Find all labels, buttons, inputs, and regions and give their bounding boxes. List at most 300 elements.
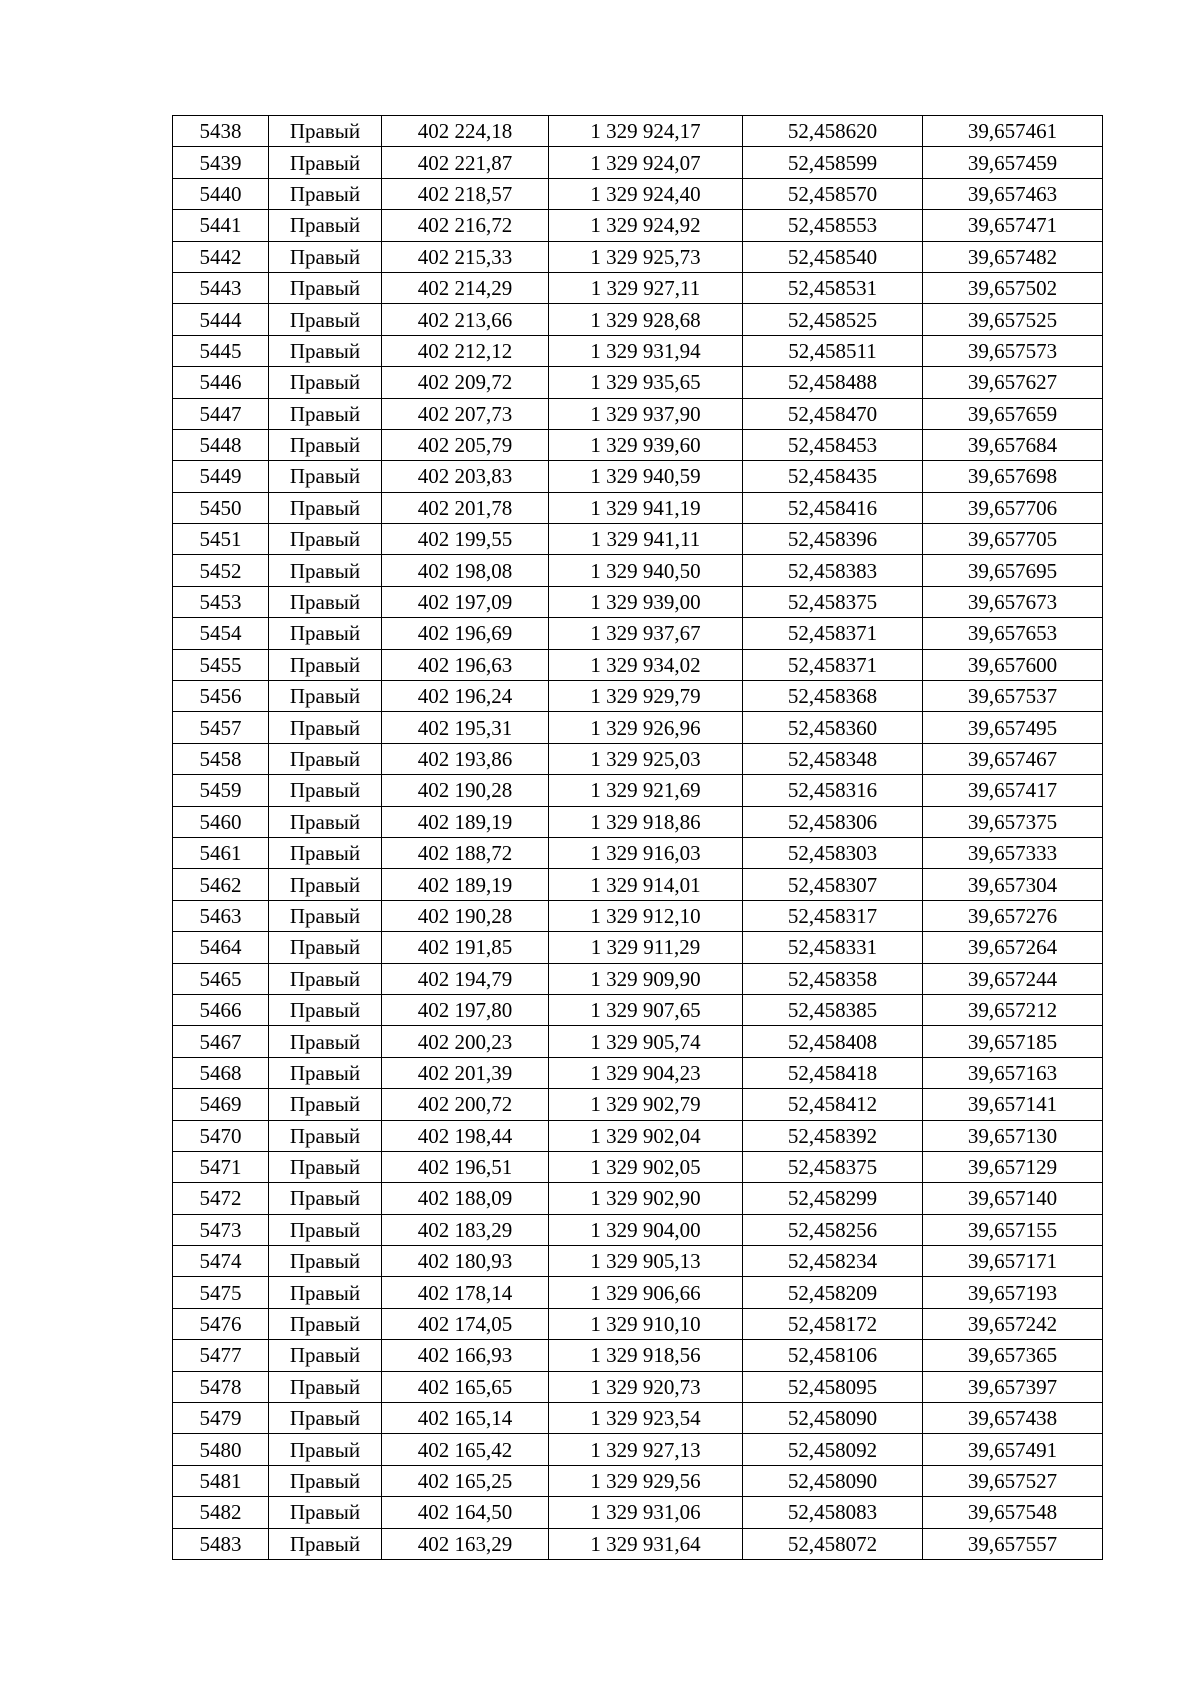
table-row xyxy=(173,869,1103,900)
side-cell: Правый xyxy=(269,335,382,366)
latitude-cell: 52,458299 xyxy=(743,1183,923,1214)
table-row xyxy=(173,1308,1103,1339)
y-coordinate-cell: 1 329 931,06 xyxy=(549,1497,743,1528)
point-number-cell: 5454 xyxy=(173,618,269,649)
y-coordinate-cell: 1 329 924,92 xyxy=(549,210,743,241)
side-cell: Правый xyxy=(269,869,382,900)
y-coordinate-cell: 1 329 909,90 xyxy=(549,963,743,994)
x-coordinate-cell: 402 174,05 xyxy=(382,1308,549,1339)
y-coordinate-cell: 1 329 902,05 xyxy=(549,1151,743,1182)
point-number-cell: 5440 xyxy=(173,178,269,209)
latitude-cell: 52,458256 xyxy=(743,1214,923,1245)
table-row xyxy=(173,1371,1103,1402)
point-number-cell: 5446 xyxy=(173,367,269,398)
point-number-cell: 5474 xyxy=(173,1246,269,1277)
latitude-cell: 52,458209 xyxy=(743,1277,923,1308)
longitude-cell: 39,657185 xyxy=(923,1026,1103,1057)
side-cell: Правый xyxy=(269,210,382,241)
x-coordinate-cell: 402 215,33 xyxy=(382,241,549,272)
x-coordinate-cell: 402 196,69 xyxy=(382,618,549,649)
table-row xyxy=(173,461,1103,492)
x-coordinate-cell: 402 165,65 xyxy=(382,1371,549,1402)
point-number-cell: 5466 xyxy=(173,994,269,1025)
side-cell: Правый xyxy=(269,1183,382,1214)
latitude-cell: 52,458418 xyxy=(743,1057,923,1088)
side-cell: Правый xyxy=(269,1403,382,1434)
side-cell: Правый xyxy=(269,461,382,492)
table-row xyxy=(173,1089,1103,1120)
side-cell: Правый xyxy=(269,712,382,743)
side-cell: Правый xyxy=(269,555,382,586)
side-cell: Правый xyxy=(269,304,382,335)
side-cell: Правый xyxy=(269,1465,382,1496)
side-cell: Правый xyxy=(269,429,382,460)
latitude-cell: 52,458172 xyxy=(743,1308,923,1339)
coordinates-table xyxy=(172,115,1103,1560)
point-number-cell: 5438 xyxy=(173,116,269,147)
latitude-cell: 52,458348 xyxy=(743,743,923,774)
side-cell: Правый xyxy=(269,932,382,963)
y-coordinate-cell: 1 329 914,01 xyxy=(549,869,743,900)
x-coordinate-cell: 402 221,87 xyxy=(382,147,549,178)
latitude-cell: 52,458358 xyxy=(743,963,923,994)
x-coordinate-cell: 402 197,09 xyxy=(382,586,549,617)
longitude-cell: 39,657459 xyxy=(923,147,1103,178)
side-cell: Правый xyxy=(269,178,382,209)
x-coordinate-cell: 402 198,08 xyxy=(382,555,549,586)
table-row xyxy=(173,555,1103,586)
latitude-cell: 52,458531 xyxy=(743,272,923,303)
latitude-cell: 52,458317 xyxy=(743,900,923,931)
table-row xyxy=(173,1151,1103,1182)
y-coordinate-cell: 1 329 910,10 xyxy=(549,1308,743,1339)
y-coordinate-cell: 1 329 926,96 xyxy=(549,712,743,743)
x-coordinate-cell: 402 209,72 xyxy=(382,367,549,398)
longitude-cell: 39,657130 xyxy=(923,1120,1103,1151)
point-number-cell: 5441 xyxy=(173,210,269,241)
point-number-cell: 5447 xyxy=(173,398,269,429)
y-coordinate-cell: 1 329 940,59 xyxy=(549,461,743,492)
side-cell: Правый xyxy=(269,116,382,147)
y-coordinate-cell: 1 329 928,68 xyxy=(549,304,743,335)
table-row xyxy=(173,398,1103,429)
side-cell: Правый xyxy=(269,618,382,649)
x-coordinate-cell: 402 188,09 xyxy=(382,1183,549,1214)
longitude-cell: 39,657212 xyxy=(923,994,1103,1025)
side-cell: Правый xyxy=(269,994,382,1025)
side-cell: Правый xyxy=(269,1089,382,1120)
point-number-cell: 5476 xyxy=(173,1308,269,1339)
side-cell: Правый xyxy=(269,1340,382,1371)
y-coordinate-cell: 1 329 931,64 xyxy=(549,1528,743,1559)
longitude-cell: 39,657417 xyxy=(923,775,1103,806)
x-coordinate-cell: 402 165,25 xyxy=(382,1465,549,1496)
y-coordinate-cell: 1 329 904,23 xyxy=(549,1057,743,1088)
y-coordinate-cell: 1 329 905,13 xyxy=(549,1246,743,1277)
longitude-cell: 39,657193 xyxy=(923,1277,1103,1308)
longitude-cell: 39,657653 xyxy=(923,618,1103,649)
x-coordinate-cell: 402 188,72 xyxy=(382,837,549,868)
longitude-cell: 39,657491 xyxy=(923,1434,1103,1465)
x-coordinate-cell: 402 216,72 xyxy=(382,210,549,241)
table-row xyxy=(173,1277,1103,1308)
y-coordinate-cell: 1 329 916,03 xyxy=(549,837,743,868)
latitude-cell: 52,458360 xyxy=(743,712,923,743)
point-number-cell: 5483 xyxy=(173,1528,269,1559)
x-coordinate-cell: 402 164,50 xyxy=(382,1497,549,1528)
longitude-cell: 39,657502 xyxy=(923,272,1103,303)
point-number-cell: 5439 xyxy=(173,147,269,178)
x-coordinate-cell: 402 183,29 xyxy=(382,1214,549,1245)
point-number-cell: 5456 xyxy=(173,681,269,712)
side-cell: Правый xyxy=(269,241,382,272)
longitude-cell: 39,657600 xyxy=(923,649,1103,680)
x-coordinate-cell: 402 191,85 xyxy=(382,932,549,963)
longitude-cell: 39,657627 xyxy=(923,367,1103,398)
latitude-cell: 52,458307 xyxy=(743,869,923,900)
longitude-cell: 39,657471 xyxy=(923,210,1103,241)
table-row xyxy=(173,963,1103,994)
y-coordinate-cell: 1 329 918,86 xyxy=(549,806,743,837)
latitude-cell: 52,458083 xyxy=(743,1497,923,1528)
latitude-cell: 52,458412 xyxy=(743,1089,923,1120)
side-cell: Правый xyxy=(269,681,382,712)
longitude-cell: 39,657140 xyxy=(923,1183,1103,1214)
side-cell: Правый xyxy=(269,837,382,868)
table-row xyxy=(173,524,1103,555)
y-coordinate-cell: 1 329 927,13 xyxy=(549,1434,743,1465)
x-coordinate-cell: 402 197,80 xyxy=(382,994,549,1025)
latitude-cell: 52,458306 xyxy=(743,806,923,837)
y-coordinate-cell: 1 329 911,29 xyxy=(549,932,743,963)
y-coordinate-cell: 1 329 929,79 xyxy=(549,681,743,712)
latitude-cell: 52,458383 xyxy=(743,555,923,586)
x-coordinate-cell: 402 190,28 xyxy=(382,900,549,931)
point-number-cell: 5472 xyxy=(173,1183,269,1214)
x-coordinate-cell: 402 196,51 xyxy=(382,1151,549,1182)
latitude-cell: 52,458234 xyxy=(743,1246,923,1277)
latitude-cell: 52,458416 xyxy=(743,492,923,523)
side-cell: Правый xyxy=(269,147,382,178)
x-coordinate-cell: 402 218,57 xyxy=(382,178,549,209)
longitude-cell: 39,657244 xyxy=(923,963,1103,994)
longitude-cell: 39,657333 xyxy=(923,837,1103,868)
point-number-cell: 5450 xyxy=(173,492,269,523)
longitude-cell: 39,657705 xyxy=(923,524,1103,555)
x-coordinate-cell: 402 166,93 xyxy=(382,1340,549,1371)
table-row xyxy=(173,147,1103,178)
x-coordinate-cell: 402 163,29 xyxy=(382,1528,549,1559)
y-coordinate-cell: 1 329 904,00 xyxy=(549,1214,743,1245)
x-coordinate-cell: 402 207,73 xyxy=(382,398,549,429)
y-coordinate-cell: 1 329 924,40 xyxy=(549,178,743,209)
table-row xyxy=(173,837,1103,868)
point-number-cell: 5477 xyxy=(173,1340,269,1371)
side-cell: Правый xyxy=(269,586,382,617)
table-row xyxy=(173,618,1103,649)
latitude-cell: 52,458620 xyxy=(743,116,923,147)
point-number-cell: 5451 xyxy=(173,524,269,555)
y-coordinate-cell: 1 329 921,69 xyxy=(549,775,743,806)
side-cell: Правый xyxy=(269,398,382,429)
point-number-cell: 5458 xyxy=(173,743,269,774)
longitude-cell: 39,657482 xyxy=(923,241,1103,272)
side-cell: Правый xyxy=(269,1308,382,1339)
point-number-cell: 5460 xyxy=(173,806,269,837)
side-cell: Правый xyxy=(269,1497,382,1528)
x-coordinate-cell: 402 180,93 xyxy=(382,1246,549,1277)
side-cell: Правый xyxy=(269,649,382,680)
point-number-cell: 5455 xyxy=(173,649,269,680)
table-row xyxy=(173,1120,1103,1151)
table-row xyxy=(173,586,1103,617)
longitude-cell: 39,657684 xyxy=(923,429,1103,460)
point-number-cell: 5469 xyxy=(173,1089,269,1120)
x-coordinate-cell: 402 178,14 xyxy=(382,1277,549,1308)
latitude-cell: 52,458106 xyxy=(743,1340,923,1371)
point-number-cell: 5457 xyxy=(173,712,269,743)
side-cell: Правый xyxy=(269,743,382,774)
point-number-cell: 5442 xyxy=(173,241,269,272)
x-coordinate-cell: 402 199,55 xyxy=(382,524,549,555)
point-number-cell: 5465 xyxy=(173,963,269,994)
latitude-cell: 52,458092 xyxy=(743,1434,923,1465)
table-row xyxy=(173,304,1103,335)
latitude-cell: 52,458540 xyxy=(743,241,923,272)
latitude-cell: 52,458090 xyxy=(743,1403,923,1434)
longitude-cell: 39,657155 xyxy=(923,1214,1103,1245)
latitude-cell: 52,458599 xyxy=(743,147,923,178)
table-row xyxy=(173,743,1103,774)
table-row xyxy=(173,1340,1103,1371)
longitude-cell: 39,657467 xyxy=(923,743,1103,774)
point-number-cell: 5444 xyxy=(173,304,269,335)
point-number-cell: 5461 xyxy=(173,837,269,868)
latitude-cell: 52,458570 xyxy=(743,178,923,209)
point-number-cell: 5464 xyxy=(173,932,269,963)
table-row xyxy=(173,1057,1103,1088)
latitude-cell: 52,458303 xyxy=(743,837,923,868)
x-coordinate-cell: 402 201,78 xyxy=(382,492,549,523)
x-coordinate-cell: 402 165,42 xyxy=(382,1434,549,1465)
coordinates-table-body xyxy=(173,116,1103,1560)
table-row xyxy=(173,272,1103,303)
longitude-cell: 39,657438 xyxy=(923,1403,1103,1434)
x-coordinate-cell: 402 198,44 xyxy=(382,1120,549,1151)
y-coordinate-cell: 1 329 912,10 xyxy=(549,900,743,931)
y-coordinate-cell: 1 329 927,11 xyxy=(549,272,743,303)
y-coordinate-cell: 1 329 924,07 xyxy=(549,147,743,178)
longitude-cell: 39,657242 xyxy=(923,1308,1103,1339)
x-coordinate-cell: 402 189,19 xyxy=(382,806,549,837)
longitude-cell: 39,657527 xyxy=(923,1465,1103,1496)
point-number-cell: 5445 xyxy=(173,335,269,366)
latitude-cell: 52,458435 xyxy=(743,461,923,492)
side-cell: Правый xyxy=(269,1214,382,1245)
side-cell: Правый xyxy=(269,1528,382,1559)
table-row xyxy=(173,1528,1103,1559)
table-row xyxy=(173,1465,1103,1496)
longitude-cell: 39,657698 xyxy=(923,461,1103,492)
side-cell: Правый xyxy=(269,806,382,837)
side-cell: Правый xyxy=(269,1277,382,1308)
y-coordinate-cell: 1 329 935,65 xyxy=(549,367,743,398)
y-coordinate-cell: 1 329 941,11 xyxy=(549,524,743,555)
point-number-cell: 5449 xyxy=(173,461,269,492)
point-number-cell: 5463 xyxy=(173,900,269,931)
side-cell: Правый xyxy=(269,775,382,806)
longitude-cell: 39,657163 xyxy=(923,1057,1103,1088)
point-number-cell: 5473 xyxy=(173,1214,269,1245)
side-cell: Правый xyxy=(269,963,382,994)
latitude-cell: 52,458408 xyxy=(743,1026,923,1057)
x-coordinate-cell: 402 201,39 xyxy=(382,1057,549,1088)
latitude-cell: 52,458331 xyxy=(743,932,923,963)
x-coordinate-cell: 402 200,72 xyxy=(382,1089,549,1120)
latitude-cell: 52,458396 xyxy=(743,524,923,555)
longitude-cell: 39,657141 xyxy=(923,1089,1103,1120)
longitude-cell: 39,657375 xyxy=(923,806,1103,837)
point-number-cell: 5478 xyxy=(173,1371,269,1402)
table-row xyxy=(173,429,1103,460)
longitude-cell: 39,657365 xyxy=(923,1340,1103,1371)
point-number-cell: 5467 xyxy=(173,1026,269,1057)
table-row xyxy=(173,775,1103,806)
table-row xyxy=(173,681,1103,712)
point-number-cell: 5480 xyxy=(173,1434,269,1465)
longitude-cell: 39,657548 xyxy=(923,1497,1103,1528)
point-number-cell: 5459 xyxy=(173,775,269,806)
y-coordinate-cell: 1 329 918,56 xyxy=(549,1340,743,1371)
latitude-cell: 52,458385 xyxy=(743,994,923,1025)
side-cell: Правый xyxy=(269,1057,382,1088)
table-row xyxy=(173,1497,1103,1528)
latitude-cell: 52,458371 xyxy=(743,618,923,649)
longitude-cell: 39,657673 xyxy=(923,586,1103,617)
x-coordinate-cell: 402 203,83 xyxy=(382,461,549,492)
point-number-cell: 5482 xyxy=(173,1497,269,1528)
x-coordinate-cell: 402 200,23 xyxy=(382,1026,549,1057)
table-row xyxy=(173,178,1103,209)
longitude-cell: 39,657706 xyxy=(923,492,1103,523)
table-row xyxy=(173,900,1103,931)
x-coordinate-cell: 402 165,14 xyxy=(382,1403,549,1434)
y-coordinate-cell: 1 329 925,03 xyxy=(549,743,743,774)
side-cell: Правый xyxy=(269,367,382,398)
table-row xyxy=(173,241,1103,272)
table-row xyxy=(173,649,1103,680)
y-coordinate-cell: 1 329 939,00 xyxy=(549,586,743,617)
latitude-cell: 52,458375 xyxy=(743,586,923,617)
longitude-cell: 39,657129 xyxy=(923,1151,1103,1182)
y-coordinate-cell: 1 329 902,04 xyxy=(549,1120,743,1151)
table-row xyxy=(173,335,1103,366)
latitude-cell: 52,458316 xyxy=(743,775,923,806)
table-row xyxy=(173,1214,1103,1245)
side-cell: Правый xyxy=(269,272,382,303)
x-coordinate-cell: 402 190,28 xyxy=(382,775,549,806)
y-coordinate-cell: 1 329 939,60 xyxy=(549,429,743,460)
y-coordinate-cell: 1 329 929,56 xyxy=(549,1465,743,1496)
x-coordinate-cell: 402 212,12 xyxy=(382,335,549,366)
y-coordinate-cell: 1 329 920,73 xyxy=(549,1371,743,1402)
longitude-cell: 39,657525 xyxy=(923,304,1103,335)
y-coordinate-cell: 1 329 906,66 xyxy=(549,1277,743,1308)
x-coordinate-cell: 402 196,63 xyxy=(382,649,549,680)
table-row xyxy=(173,1026,1103,1057)
longitude-cell: 39,657264 xyxy=(923,932,1103,963)
x-coordinate-cell: 402 214,29 xyxy=(382,272,549,303)
y-coordinate-cell: 1 329 934,02 xyxy=(549,649,743,680)
latitude-cell: 52,458371 xyxy=(743,649,923,680)
longitude-cell: 39,657397 xyxy=(923,1371,1103,1402)
y-coordinate-cell: 1 329 937,67 xyxy=(549,618,743,649)
table-row xyxy=(173,1403,1103,1434)
point-number-cell: 5471 xyxy=(173,1151,269,1182)
latitude-cell: 52,458368 xyxy=(743,681,923,712)
side-cell: Правый xyxy=(269,900,382,931)
latitude-cell: 52,458488 xyxy=(743,367,923,398)
y-coordinate-cell: 1 329 923,54 xyxy=(549,1403,743,1434)
x-coordinate-cell: 402 194,79 xyxy=(382,963,549,994)
side-cell: Правый xyxy=(269,1371,382,1402)
latitude-cell: 52,458095 xyxy=(743,1371,923,1402)
latitude-cell: 52,458090 xyxy=(743,1465,923,1496)
longitude-cell: 39,657276 xyxy=(923,900,1103,931)
y-coordinate-cell: 1 329 902,90 xyxy=(549,1183,743,1214)
y-coordinate-cell: 1 329 924,17 xyxy=(549,116,743,147)
x-coordinate-cell: 402 205,79 xyxy=(382,429,549,460)
table-row xyxy=(173,492,1103,523)
point-number-cell: 5443 xyxy=(173,272,269,303)
y-coordinate-cell: 1 329 925,73 xyxy=(549,241,743,272)
side-cell: Правый xyxy=(269,1246,382,1277)
y-coordinate-cell: 1 329 940,50 xyxy=(549,555,743,586)
side-cell: Правый xyxy=(269,1026,382,1057)
latitude-cell: 52,458511 xyxy=(743,335,923,366)
side-cell: Правый xyxy=(269,492,382,523)
point-number-cell: 5481 xyxy=(173,1465,269,1496)
longitude-cell: 39,657695 xyxy=(923,555,1103,586)
table-row xyxy=(173,1434,1103,1465)
latitude-cell: 52,458375 xyxy=(743,1151,923,1182)
point-number-cell: 5479 xyxy=(173,1403,269,1434)
x-coordinate-cell: 402 193,86 xyxy=(382,743,549,774)
x-coordinate-cell: 402 196,24 xyxy=(382,681,549,712)
point-number-cell: 5448 xyxy=(173,429,269,460)
side-cell: Правый xyxy=(269,524,382,555)
longitude-cell: 39,657463 xyxy=(923,178,1103,209)
latitude-cell: 52,458453 xyxy=(743,429,923,460)
y-coordinate-cell: 1 329 907,65 xyxy=(549,994,743,1025)
table-row xyxy=(173,1183,1103,1214)
latitude-cell: 52,458553 xyxy=(743,210,923,241)
y-coordinate-cell: 1 329 941,19 xyxy=(549,492,743,523)
longitude-cell: 39,657495 xyxy=(923,712,1103,743)
table-row xyxy=(173,1246,1103,1277)
side-cell: Правый xyxy=(269,1434,382,1465)
longitude-cell: 39,657573 xyxy=(923,335,1103,366)
longitude-cell: 39,657537 xyxy=(923,681,1103,712)
y-coordinate-cell: 1 329 937,90 xyxy=(549,398,743,429)
latitude-cell: 52,458392 xyxy=(743,1120,923,1151)
longitude-cell: 39,657304 xyxy=(923,869,1103,900)
longitude-cell: 39,657557 xyxy=(923,1528,1103,1559)
table-row xyxy=(173,994,1103,1025)
longitude-cell: 39,657171 xyxy=(923,1246,1103,1277)
x-coordinate-cell: 402 224,18 xyxy=(382,116,549,147)
x-coordinate-cell: 402 195,31 xyxy=(382,712,549,743)
